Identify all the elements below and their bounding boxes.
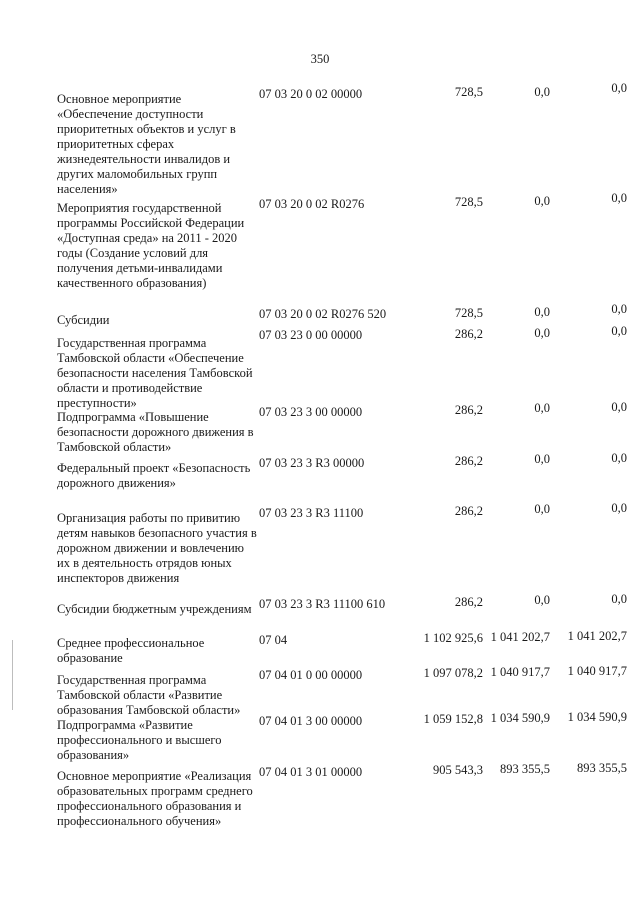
row-value-3: 1 040 917,7: [567, 664, 627, 678]
row-code: 07 03 23 3 R3 11100: [259, 506, 364, 520]
row-name: Государственная программа Тамбовской области «Обеспечение безопасности населения Тамбовской области и противодействие преступности»: [57, 336, 253, 410]
row-value-2: 1 040 917,7: [490, 665, 550, 679]
row-code: 07 04: [259, 633, 288, 647]
page-number: 350: [310, 52, 330, 66]
row-value-1: 286,2: [454, 595, 483, 609]
row-name: Федеральный проект «Безопасность дорожного движения»: [57, 461, 251, 490]
row-value-1: 1 059 152,8: [423, 712, 483, 726]
row-value-3: 0,0: [611, 451, 627, 465]
row-value-1: 728,5: [454, 85, 483, 99]
row-name: Основное мероприятие «Реализация образовательных программ среднего профессионального образования и профессионального обучения»: [57, 769, 253, 828]
row-value-2: 0,0: [534, 85, 550, 99]
row-value-3: 1 034 590,9: [567, 710, 627, 724]
row-value-2: 0,0: [534, 326, 550, 340]
row-value-3: 0,0: [611, 592, 627, 606]
row-code: 07 04 01 3 00 00000: [259, 714, 363, 728]
row-value-2: 893 355,5: [500, 762, 550, 776]
row-value-1: 1 102 925,6: [423, 631, 483, 645]
row-name: Субсидии бюджетным учреждениям: [57, 602, 252, 616]
row-code: 07 04 01 3 01 00000: [259, 765, 363, 779]
row-value-1: 286,2: [454, 327, 483, 341]
row-name: Подпрограмма «Развитие профессионального и высшего образования»: [57, 718, 222, 762]
row-name: Среднее профессиональное образование: [57, 636, 205, 665]
row-value-2: 0,0: [534, 401, 550, 415]
row-code: 07 03 23 0 00 00000: [259, 328, 363, 342]
row-value-3: 0,0: [611, 191, 627, 205]
row-value-2: 1 041 202,7: [490, 630, 550, 644]
scan-edge-mark: [12, 640, 13, 710]
row-value-3: 0,0: [611, 501, 627, 515]
row-value-1: 728,5: [454, 306, 483, 320]
row-value-1: 905 543,3: [433, 763, 483, 777]
row-code: 07 03 23 3 R3 11100 610: [259, 597, 386, 611]
row-value-2: 0,0: [534, 194, 550, 208]
row-name: Мероприятия государственной программы Российской Федерации «Доступная среда» на 2011 - 2020 годы (Создание условий для получения детьми-инвалидами качественного образования): [57, 201, 245, 290]
row-value-3: 0,0: [611, 81, 627, 95]
row-value-2: 1 034 590,9: [490, 711, 550, 725]
row-code: 07 03 20 0 02 R0276 520: [259, 307, 387, 321]
row-value-1: 1 097 078,2: [423, 666, 483, 680]
row-code: 07 03 20 0 02 R0276: [259, 197, 365, 211]
row-value-2: 0,0: [534, 593, 550, 607]
row-value-1: 286,2: [454, 403, 483, 417]
row-code: 07 03 23 3 00 00000: [259, 405, 363, 419]
row-value-1: 728,5: [454, 195, 483, 209]
row-code: 07 04 01 0 00 00000: [259, 668, 363, 682]
row-name: Подпрограмма «Повышение безопасности дорожного движения в Тамбовской области»: [57, 410, 254, 454]
row-value-3: 0,0: [611, 302, 627, 316]
row-code: 07 03 20 0 02 00000: [259, 87, 363, 101]
row-name: Субсидии: [57, 313, 110, 327]
row-value-2: 0,0: [534, 502, 550, 516]
row-value-3: 0,0: [611, 324, 627, 338]
row-value-1: 286,2: [454, 504, 483, 518]
row-value-3: 1 041 202,7: [567, 629, 627, 643]
row-value-2: 0,0: [534, 305, 550, 319]
row-code: 07 03 23 3 R3 00000: [259, 456, 365, 470]
row-value-3: 893 355,5: [577, 761, 627, 775]
row-name: Государственная программа Тамбовской области «Развитие образования Тамбовской области»: [57, 673, 241, 717]
row-name: Основное мероприятие «Обеспечение доступности приоритетных объектов и услуг в приоритетных сферах жизнедеятельности инвалидов и других маломобильных групп населения»: [57, 92, 236, 196]
row-name: Организация работы по привитию детям навыков безопасного участия в дорожном движении и вовлечению их в деятельность отрядов юных инспекторов движения: [57, 511, 257, 585]
row-value-2: 0,0: [534, 452, 550, 466]
row-value-3: 0,0: [611, 400, 627, 414]
row-value-1: 286,2: [454, 454, 483, 468]
